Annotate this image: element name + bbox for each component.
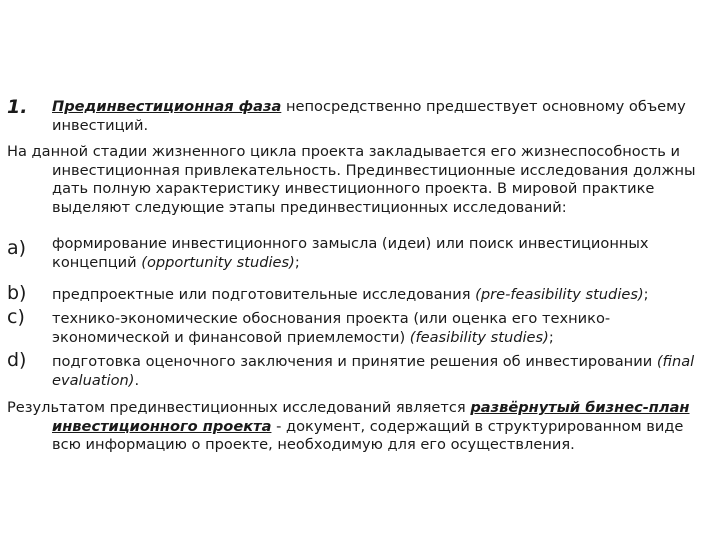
result-paragraph [7, 399, 714, 455]
stage-c-tail: ; [548, 328, 554, 346]
item-1-marker: 1. [7, 96, 28, 118]
stage-a-desc: формирование инвестиционного замысла (идеи) или поиск инвестиционных концепций [52, 235, 649, 271]
stage-d-desc: подготовка оценочного заключения и принятие решения об инвестировании [52, 353, 657, 370]
stage-c-text [52, 310, 708, 347]
stage-d-english: (final evaluation) [52, 353, 695, 389]
stage-a-english: (opportunity studies) [141, 253, 295, 271]
stage-c-desc: технико-экономические обоснования проекта (или оценка его технико-экономической и финансовой приемлемости) [52, 310, 611, 346]
prefeasibility-phase-term: Прединвестиционная фаза [52, 98, 282, 115]
stage-a-tail: ; [294, 253, 300, 271]
item-1-text [52, 98, 708, 135]
stage-c-english: (feasibility studies) [409, 328, 549, 346]
stage-b-tail: ; [643, 286, 649, 303]
item-1-description: непосредственно предшествует основному объему инвестиций. [52, 98, 686, 134]
stage-d-tail: . [134, 371, 140, 389]
result-lead: Результатом прединвестиционных исследований является [7, 399, 471, 416]
stage-a-marker: a) [7, 237, 27, 259]
intro-paragraph: На данной стадии жизненного цикла проекта закладывается его жизнеспособность и инвестиционная привлекательность. Прединвестиционные исследования должны дать полную характеристику инвестиционного проекта. В мировой практике выделяют следующие этапы прединвестиционных исследований: [7, 143, 696, 216]
stage-b-text [52, 286, 708, 305]
stage-b-marker: b) [7, 282, 27, 304]
stage-a-text [52, 235, 708, 272]
stage-d-marker: d) [7, 349, 27, 371]
stage-c-marker: c) [7, 306, 25, 328]
result-description: - документ, содержащий в структурированном виде всю информацию о проекте, необходимую для его осуществления. [52, 417, 684, 453]
business-plan-term: развёрнутый бизнес-план инвестиционного проекта [52, 399, 690, 435]
stage-b-english: (pre-feasibility studies) [475, 286, 644, 303]
stage-b-desc: предпроектные или подготовительные исследования [52, 286, 476, 303]
stage-d-text [52, 353, 708, 390]
